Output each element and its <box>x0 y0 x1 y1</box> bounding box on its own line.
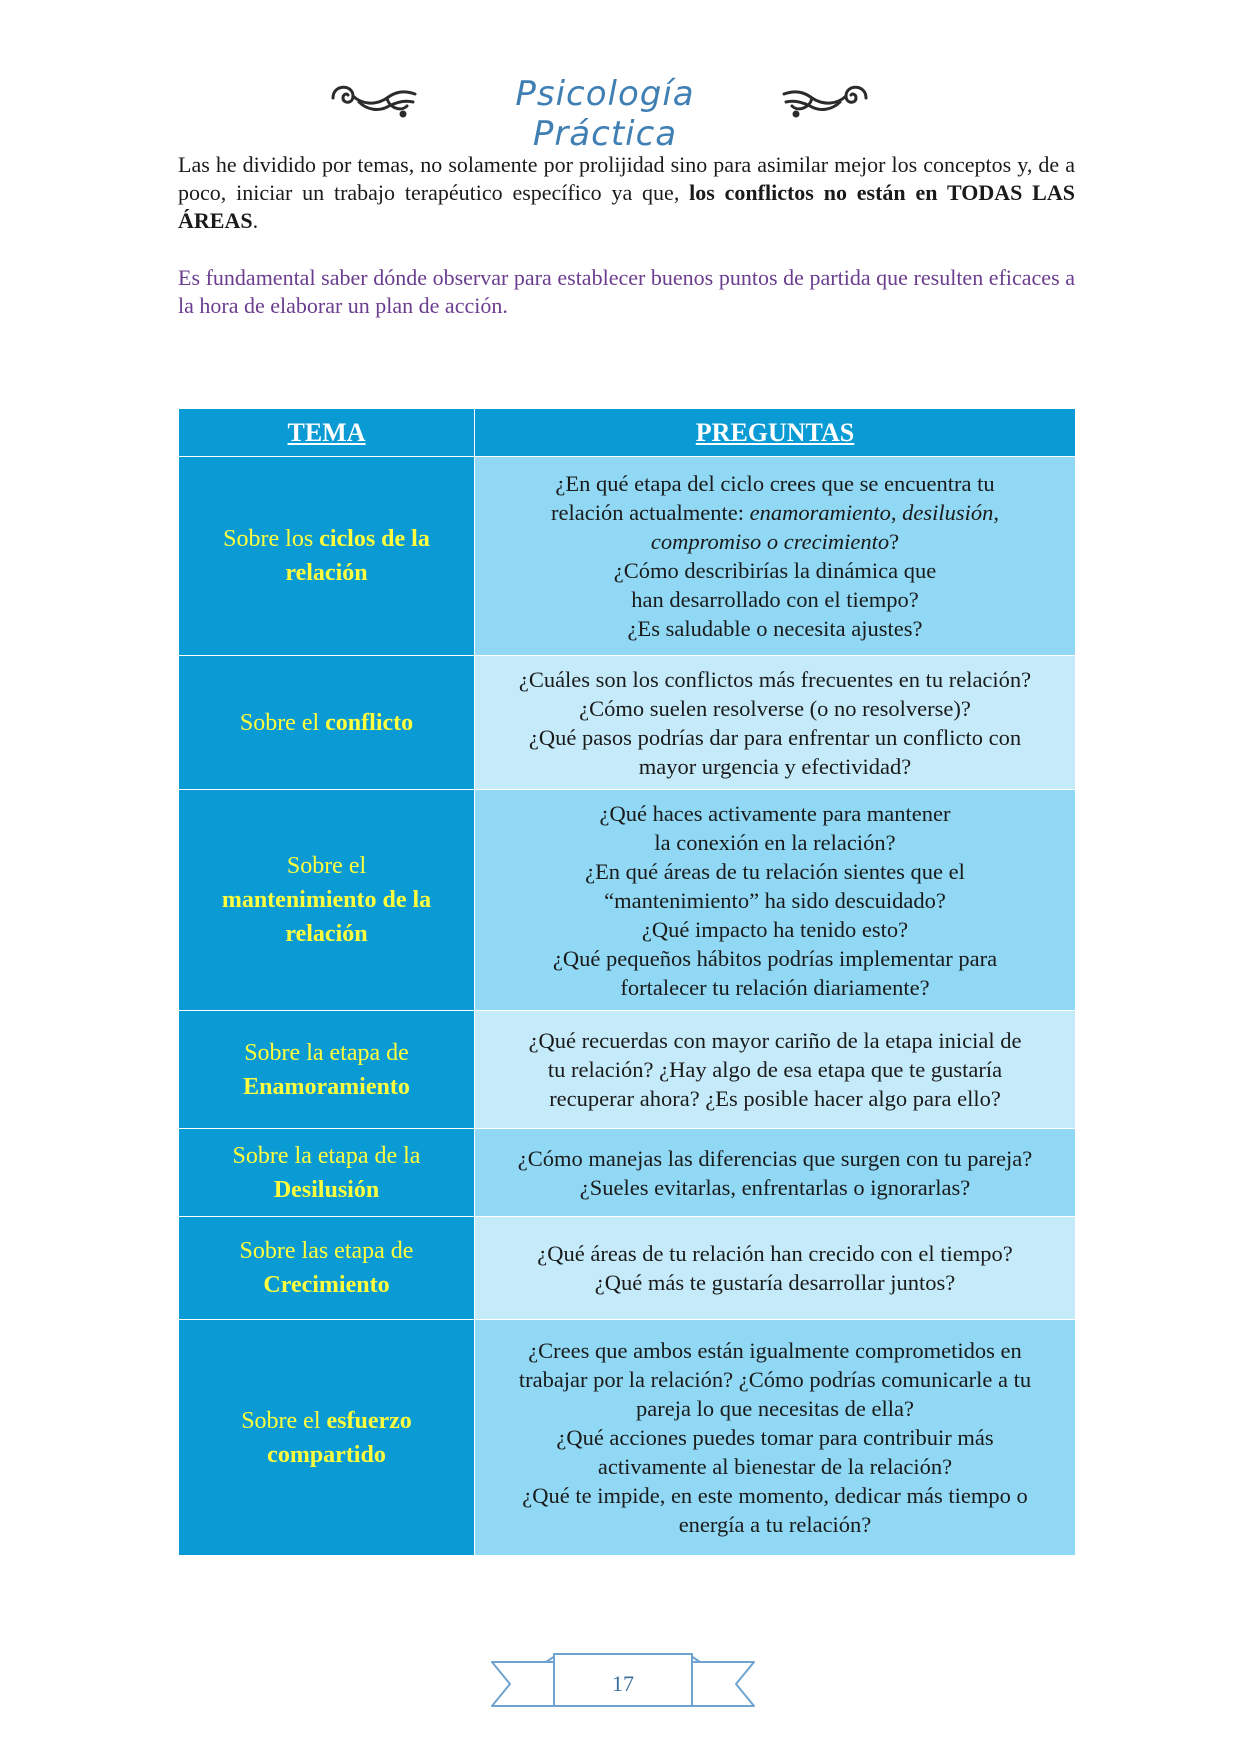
topic-prefix: Sobre los <box>223 526 320 552</box>
question-line: ¿Crees que ambos están igualmente comprometidos en <box>528 1338 1022 1363</box>
right-flourish-ornament <box>778 76 874 120</box>
topic-cell <box>179 1217 475 1320</box>
questions-cell <box>475 1217 1076 1320</box>
questions-cell <box>475 1320 1076 1556</box>
table-row-crecimiento <box>179 1217 1076 1320</box>
question-line: activamente al bienestar de la relación? <box>597 1454 953 1479</box>
question-line: tu relación? ¿Hay algo de esa etapa que te gustaría <box>547 1057 1003 1082</box>
topic-cell <box>179 1129 475 1217</box>
page-number: 17 <box>612 1671 634 1696</box>
question-line: pareja lo que necesitas de ella? <box>636 1396 914 1421</box>
topic-prefix: Sobre el <box>286 853 367 879</box>
question-line: la conexión en la relación? <box>654 829 896 855</box>
header-preguntas: PREGUNTAS <box>475 409 1076 457</box>
topic-cell <box>179 790 475 1011</box>
question-line: ¿Cómo describirías la dinámica que <box>613 558 937 583</box>
question-line: ¿Cómo manejas las diferencias que surgen con tu pareja? <box>517 1145 1033 1171</box>
questions-cell <box>475 790 1076 1011</box>
topic-cell <box>179 1320 475 1556</box>
question-line: ¿Cómo suelen resolverse (o no resolverse)? <box>579 695 971 721</box>
page-header <box>0 66 1241 154</box>
table-row-desilusion <box>179 1129 1076 1217</box>
questions-cell <box>475 457 1076 656</box>
question-line: trabajar por la relación? ¿Cómo podrías comunicarle a tu <box>518 1367 1032 1392</box>
topic-cell <box>179 457 475 656</box>
question-line: ¿Qué acciones puedes tomar para contribuir más <box>556 1425 994 1450</box>
intro-paragraph <box>178 151 1075 235</box>
topic-prefix: Sobre la etapa de <box>244 1039 409 1066</box>
intro-end: . <box>252 208 259 233</box>
topic-prefix: Sobre la etapa de la <box>232 1142 421 1169</box>
question-line: fortalecer tu relación diariamente? <box>620 974 930 1000</box>
question-line: ¿Qué recuerdas con mayor cariño de la etapa inicial de <box>528 1028 1022 1053</box>
question-line: ¿Sueles evitarlas, enfrentarlas o ignorarlas? <box>579 1174 971 1200</box>
topic-prefix: Sobre el <box>239 709 326 736</box>
intro-text: Las he dividido por temas, no solamente por prolijidad sino para asimilar mejor los conceptos y, de a poco, iniciar un trabajo terapéutico específico ya que, <box>178 152 1075 205</box>
question-line <box>483 498 1067 527</box>
question-line: ¿Qué más te gustaría desarrollar juntos? <box>594 1270 956 1295</box>
topic-bold: Crecimiento <box>263 1272 390 1298</box>
topic-prefix: Sobre el <box>241 1407 327 1434</box>
question-line: ¿En qué etapa del ciclo crees que se encuentra tu <box>555 471 995 496</box>
question-line: energía a tu relación? <box>678 1512 872 1537</box>
topic-bold: Desilusión <box>273 1176 380 1203</box>
question-text: relación actualmente: <box>550 500 750 525</box>
topic-bold: conflicto <box>325 709 414 736</box>
question-line: ¿Qué impacto ha tenido esto? <box>641 916 909 942</box>
table-row-esfuerzo <box>179 1320 1076 1556</box>
question-line: ¿Qué pasos podrías dar para enfrentar un conflicto con <box>528 724 1022 750</box>
page-footer <box>488 1652 758 1714</box>
topic-bold: ciclos de la relación <box>285 526 430 586</box>
question-emphasis: enamoramiento, desilusión, <box>749 500 999 525</box>
question-line: mayor urgencia y efectividad? <box>638 753 912 779</box>
questions-cell <box>475 1129 1076 1217</box>
intro-bold-text: los conflictos no están en TODAS LAS ÁREAS <box>178 180 1075 233</box>
topic-bold: esfuerzo compartido <box>267 1407 412 1468</box>
table-row-ciclos <box>179 457 1076 656</box>
question-emphasis: compromiso o crecimiento <box>650 529 890 554</box>
left-flourish-ornament <box>325 76 421 120</box>
header-title: Psicología Práctica <box>515 74 695 154</box>
topic-prefix: Sobre las etapa de <box>239 1238 414 1264</box>
topic-bold: Enamoramiento <box>243 1073 410 1100</box>
question-text: ? <box>889 529 900 554</box>
table-row-mantenimiento <box>179 790 1076 1011</box>
question-line: han desarrollado con el tiempo? <box>631 587 919 612</box>
questions-cell <box>475 656 1076 790</box>
topics-questions-table <box>178 408 1076 1556</box>
question-line: ¿En qué áreas de tu relación sientes que el <box>585 858 965 884</box>
question-line: ¿Qué haces activamente para mantener <box>599 800 951 826</box>
question-line: ¿Qué pequeños hábitos podrías implementar para <box>552 945 998 971</box>
question-line: ¿Cuáles son los conflictos más frecuentes en tu relación? <box>518 666 1032 692</box>
question-line: “mantenimiento” ha sido descuidado? <box>604 887 946 913</box>
table-row-conflicto <box>179 656 1076 790</box>
note-paragraph: Es fundamental saber dónde observar para establecer buenos puntos de partida que resulten eficaces a la hora de elaborar un plan de acción. <box>178 265 1075 318</box>
questions-cell <box>475 1011 1076 1129</box>
topic-cell <box>179 656 475 790</box>
topic-cell <box>179 1011 475 1129</box>
table-row-enamoramiento <box>179 1011 1076 1129</box>
question-line: recuperar ahora? ¿Es posible hacer algo para ello? <box>549 1086 1001 1111</box>
question-line <box>483 527 1067 556</box>
question-line: ¿Es saludable o necesita ajustes? <box>627 616 923 641</box>
question-line: ¿Qué te impide, en este momento, dedicar más tiempo o <box>522 1483 1028 1508</box>
table-header-row <box>179 409 1076 457</box>
question-line: ¿Qué áreas de tu relación han crecido con el tiempo? <box>537 1241 1013 1266</box>
header-tema: TEMA <box>179 409 475 457</box>
topic-bold: mantenimiento de la relación <box>221 887 432 947</box>
